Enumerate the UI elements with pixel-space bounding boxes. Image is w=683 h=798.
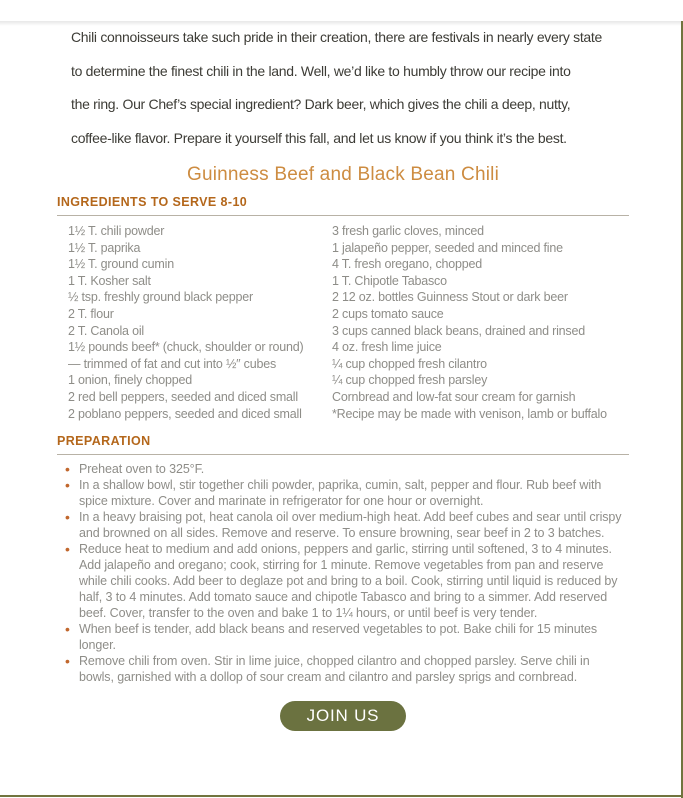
ingredient-item: 1½ T. chili powder (68, 224, 165, 238)
ingredient-item: 4 T. fresh oregano, chopped (332, 257, 483, 272)
ingredient-item: 1 jalapeño pepper, seeded and minced fine (332, 240, 563, 255)
intro-line: coffee-like flavor. Prepare it yourself this fall, and let us know if you think it’s the best. (71, 129, 567, 146)
recipe-title: Guinness Beef and Black Bean Chili (186, 164, 500, 185)
ingredient-item: 2 12 oz. bottles Guinness Stout or dark beer (332, 290, 568, 305)
ingredient-item: *Recipe may be made with venison, lamb or buffalo (332, 406, 607, 421)
intro-line: the ring. Our Chef’s special ingredient? Dark beer, which gives the chili a deep, nutty, (71, 96, 571, 112)
ingredients-right-column (332, 223, 629, 422)
ingredient-item: 1½ T. ground cumin (68, 257, 174, 272)
ingredient-item: 1½ pounds beef* (chuck, shoulder or round) (68, 340, 304, 355)
ingredient-item: 2 poblano peppers, seeded and diced small (68, 406, 302, 421)
ingredient-item: 3 cups canned black beans, drained and rinsed (332, 323, 585, 338)
ingredient-item: ¼ cup chopped fresh parsley (332, 373, 488, 388)
preparation-step: • In a heavy braising pot, heat canola oil over medium-high heat. Add beef cubes and sear until crispy and browned on all sides. Remove and reserve. To ensure browning, sear beef in 2 to 3 batches. (65, 509, 627, 541)
intro-line: to determine the finest chili in the land. Well, we’d like to humbly throw our recipe into (71, 62, 571, 79)
ingredients-heading: INGREDIENTS TO SERVE 8-10 (57, 195, 248, 209)
preparation-step: • In a shallow bowl, stir together chili powder, paprika, cumin, salt, pepper and flour. Rub beef with spice mixture. Cover and marinate in refrigerator for one hour or overnight. (65, 477, 627, 509)
ingredient-item: 1 T. Chipotle Tabasco (332, 273, 447, 288)
bottom-frame-border (0, 795, 683, 797)
intro-line: Chili connoisseurs take such pride in their creation, there are festivals in nearly every state (71, 29, 602, 45)
ingredient-item: 2 T. Canola oil (68, 323, 144, 338)
intro-paragraph (71, 21, 629, 155)
page-content (0, 21, 683, 731)
ingredient-item: Cornbread and low-fat sour cream for garnish (332, 389, 576, 404)
ingredient-item: 2 red bell peppers, seeded and diced small (68, 389, 298, 404)
preparation-steps-list (57, 461, 627, 685)
ingredient-item: 1½ T. paprika (68, 240, 141, 255)
ingredients-columns (57, 223, 629, 422)
preparation-rule (57, 454, 629, 455)
preparation-step: • Remove chili from oven. Stir in lime juice, chopped cilantro and chopped parsley. Serve chili in bowls, garnished with a dollop of sour cream and cilantro and parsley sprigs and cornbread. (65, 653, 627, 685)
ingredient-item: 3 fresh garlic cloves, minced (332, 224, 484, 238)
preparation-step: • Preheat oven to 325°F. (65, 461, 627, 477)
ingredient-item: — trimmed of fat and cut into ½″ cubes (68, 356, 277, 371)
ingredient-item: ¼ cup chopped fresh cilantro (332, 356, 487, 371)
join-us-button[interactable]: JOIN US (280, 701, 406, 731)
preparation-step: • When beef is tender, add black beans and reserved vegetables to pot. Bake chili for 15 minutes longer. (65, 621, 627, 653)
ingredient-item: 4 oz. fresh lime juice (332, 340, 442, 355)
ingredients-left-column (57, 223, 332, 422)
ingredient-item: ½ tsp. freshly ground black pepper (68, 290, 253, 305)
ingredient-item: 1 T. Kosher salt (68, 273, 151, 288)
preparation-heading: PREPARATION (57, 434, 151, 449)
preparation-step: • Reduce heat to medium and add onions, peppers and garlic, stirring until softened, 3 to 4 minutes. Add jalapeño and oregano; cook, stirring for 1 minute. Remove vegetables from pan and reserve while chili cooks. Add beer to deglaze pot and bring to a boil. Cook, stirring until liquid is reduced by half, 3 to 4 minutes. Add tomato sauce and chipotle Tabasco and bring to a simmer. Add reserved beef. Cover, transfer to the oven and bake 1 to 1¼ hours, or until beef is very tender. (65, 541, 627, 621)
ingredients-rule (57, 215, 629, 216)
ingredient-item: 1 onion, finely chopped (68, 373, 192, 388)
ingredient-item: 2 cups tomato sauce (332, 306, 444, 321)
ingredient-item: 2 T. flour (68, 306, 114, 321)
